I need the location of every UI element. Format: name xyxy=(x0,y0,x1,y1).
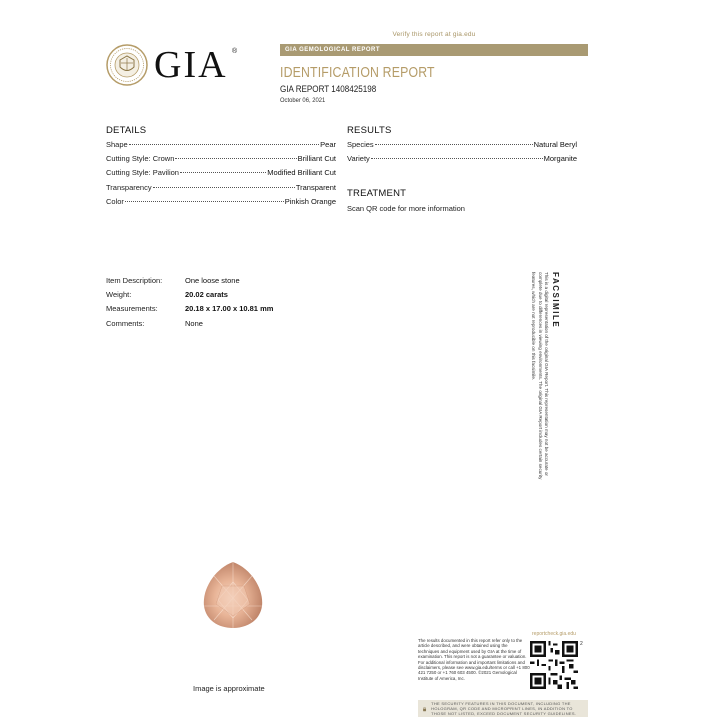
description-list xyxy=(106,276,366,333)
gia-seal-icon xyxy=(106,44,148,86)
description-label: Item Description: xyxy=(106,276,163,285)
detail-row-color xyxy=(106,197,336,211)
leader-dots xyxy=(153,187,295,188)
report-type-label: GIA GEMOLOGICAL REPORT xyxy=(285,47,381,53)
detail-label: Shape xyxy=(106,140,128,149)
report-number: GIA REPORT 1408425198 xyxy=(280,84,377,95)
description-row-comments xyxy=(106,319,366,333)
verify-text: Verify this report at gia.edu xyxy=(392,31,476,38)
facsimile-text: This is a digital representation of the original GIA Report. This representation may not be accurate or complete due to differences in viewing environments. The original GIA Report includes certain security features, which are not reproducible on this facsimile. xyxy=(531,272,549,480)
detail-row-pavilion xyxy=(106,168,336,182)
description-value: 20.18 x 17.00 x 10.81 mm xyxy=(185,304,274,314)
security-text: THE SECURITY FEATURES IN THIS DOCUMENT, INCLUDING THE HOLOGRAM, QR CODE AND MICROPRINT LINES, IN ADDITION TO THOSE NOT LISTED, EXCEED DOCUMENT SECURITY GUIDELINES. xyxy=(431,701,577,716)
description-row-measurements xyxy=(106,304,366,318)
result-label: Variety xyxy=(347,154,370,164)
detail-label: Cutting Style: Pavilion xyxy=(106,168,179,178)
gia-logo xyxy=(106,44,241,86)
facsimile-heading: FACSIMILE xyxy=(551,272,560,329)
detail-value: Pear xyxy=(320,140,336,149)
gia-wordmark: GIA xyxy=(154,44,228,86)
result-value: Morganite xyxy=(543,154,577,164)
description-label: Weight: xyxy=(106,290,132,300)
qr-code-icon[interactable] xyxy=(530,641,578,689)
report-date: October 06, 2021 xyxy=(280,97,326,104)
results-heading: RESULTS xyxy=(347,125,392,136)
reportcheck-url[interactable]: reportcheck.gia.edu xyxy=(532,631,576,637)
image-approximate-note: Image is approximate xyxy=(193,684,265,693)
leader-dots xyxy=(371,158,543,159)
description-row-item xyxy=(106,276,366,290)
leader-dots xyxy=(175,158,296,159)
detail-label: Transparency xyxy=(106,182,152,192)
description-row-weight xyxy=(106,290,366,304)
description-label: Measurements: xyxy=(106,304,158,314)
detail-row-shape xyxy=(106,140,336,154)
treatment-text: Scan QR code for more information xyxy=(347,204,465,213)
detail-label: Color xyxy=(106,196,124,206)
results-list xyxy=(347,140,577,168)
details-heading: DETAILS xyxy=(106,125,147,136)
report-title: IDENTIFICATION REPORT xyxy=(280,64,435,81)
gemstone-image xyxy=(200,560,266,630)
detail-row-transparency xyxy=(106,183,336,197)
detail-value: Modified Brilliant Cut xyxy=(267,168,336,178)
detail-value: Pinkish Orange xyxy=(284,196,336,206)
registered-mark: ® xyxy=(232,48,238,55)
security-bar xyxy=(418,700,588,717)
result-row-variety xyxy=(347,154,577,168)
description-value: 20.02 carats xyxy=(185,290,228,300)
facsimile-note xyxy=(510,272,560,482)
detail-row-crown xyxy=(106,154,336,168)
detail-value: Brilliant Cut xyxy=(297,154,336,164)
result-value: Natural Beryl xyxy=(533,140,577,149)
description-value: One loose stone xyxy=(185,276,240,285)
lock-icon xyxy=(422,702,427,716)
description-value: None xyxy=(185,318,203,328)
leader-dots xyxy=(180,172,266,173)
detail-value: Transparent xyxy=(295,182,336,192)
qr-index-number: 2 xyxy=(580,641,583,647)
description-label: Comments: xyxy=(106,318,145,328)
leader-dots xyxy=(375,144,533,145)
report-type-bar xyxy=(280,44,588,56)
result-label: Species xyxy=(347,140,374,149)
leader-dots xyxy=(125,201,284,202)
detail-label: Cutting Style: Crown xyxy=(106,154,175,164)
result-row-species xyxy=(347,140,577,154)
details-list xyxy=(106,140,336,211)
treatment-heading: TREATMENT xyxy=(347,188,407,199)
disclaimer-text: The results documented in this report refer only to the article described, and were obtained using the techniques and equipment used by GIA at the time of examination. This report is not a guarantee or valuation. For additional information and important limitations and disclaimers, please see www.gia.edu/terms or call +1 800 421 7250 or +1 760 603 4500. ©2021 Gemological Institute of America, Inc. xyxy=(418,638,530,681)
leader-dots xyxy=(129,144,319,145)
